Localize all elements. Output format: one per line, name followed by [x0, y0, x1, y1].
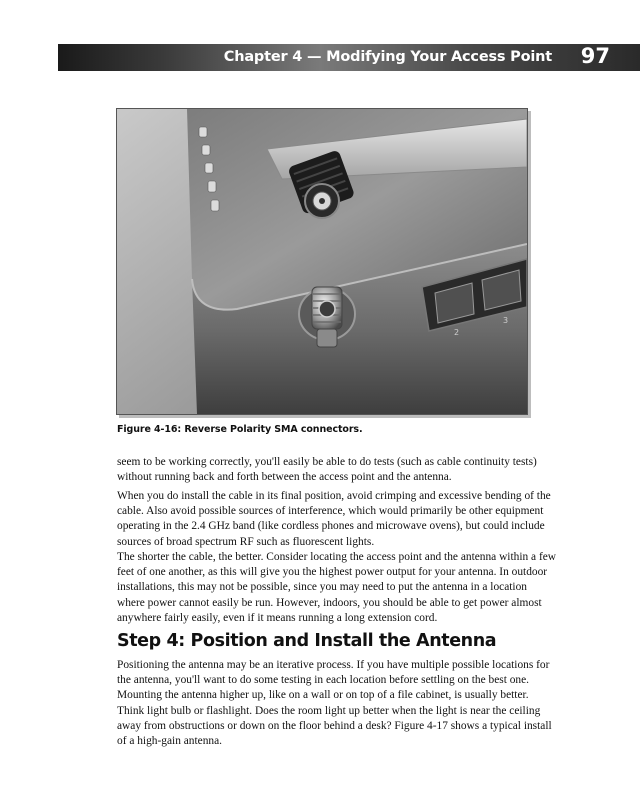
paragraph	[117, 455, 557, 485]
port-label-2: 2	[454, 328, 460, 337]
figure-caption	[117, 424, 363, 435]
paragraph	[117, 489, 557, 550]
port-label-3: 3	[503, 316, 509, 325]
paragraph-text: Positioning the antenna may be an iterative process. If you have multiple possible locations for the antenna, you'll want to do some testing in each location before settling on the best one. Mounting the antenna higher up, like on a wall or on top of a file cabinet, is usually better. Think light bulb or flashlight. Does the room light up better when the light is near the ceiling away from obstructions or down on the floor behind a desk? Figure 4-17 shows a typical install of a high-gain antenna.	[117, 659, 552, 748]
section-heading: Step 4: Position and Install the Antenna	[117, 631, 497, 651]
router-photo	[117, 109, 527, 414]
paragraph-text: seem to be working correctly, you'll easily be able to do tests (such as cable continuity tests) without running back and forth between the access point and the antenna.	[117, 456, 537, 484]
paragraph	[117, 658, 557, 749]
figure-photo	[116, 108, 528, 415]
page-number: 97	[580, 44, 610, 68]
caption-label: Figure 4-16:	[117, 424, 182, 435]
paragraph-text: When you do install the cable in its final position, avoid crimping and excessive bending of the cable. Also avoid possible sources of interference, which would primarily be other equipment operating in the 2.4 GHz band (like cordless phones and microwave ovens), but could include sources of broad spectrum RF such as fluorescent lights.	[117, 490, 551, 548]
running-header-bar	[58, 44, 640, 71]
paragraph-text: The shorter the cable, the better. Consider locating the access point and the antenna within a few feet of one another, as this will give you the highest power output for your antenna. In outdoor installations, this may not be possible, since you may need to put the antenna in a location where power cannot easily be run. However, indoors, you should be able to get power almost anywhere fairly easily, even if it means running a long extension cord.	[117, 551, 557, 624]
caption-text: Reverse Polarity SMA connectors.	[184, 424, 363, 435]
paragraph	[117, 550, 557, 626]
chapter-title: Chapter 4 — Modifying Your Access Point	[223, 49, 552, 65]
